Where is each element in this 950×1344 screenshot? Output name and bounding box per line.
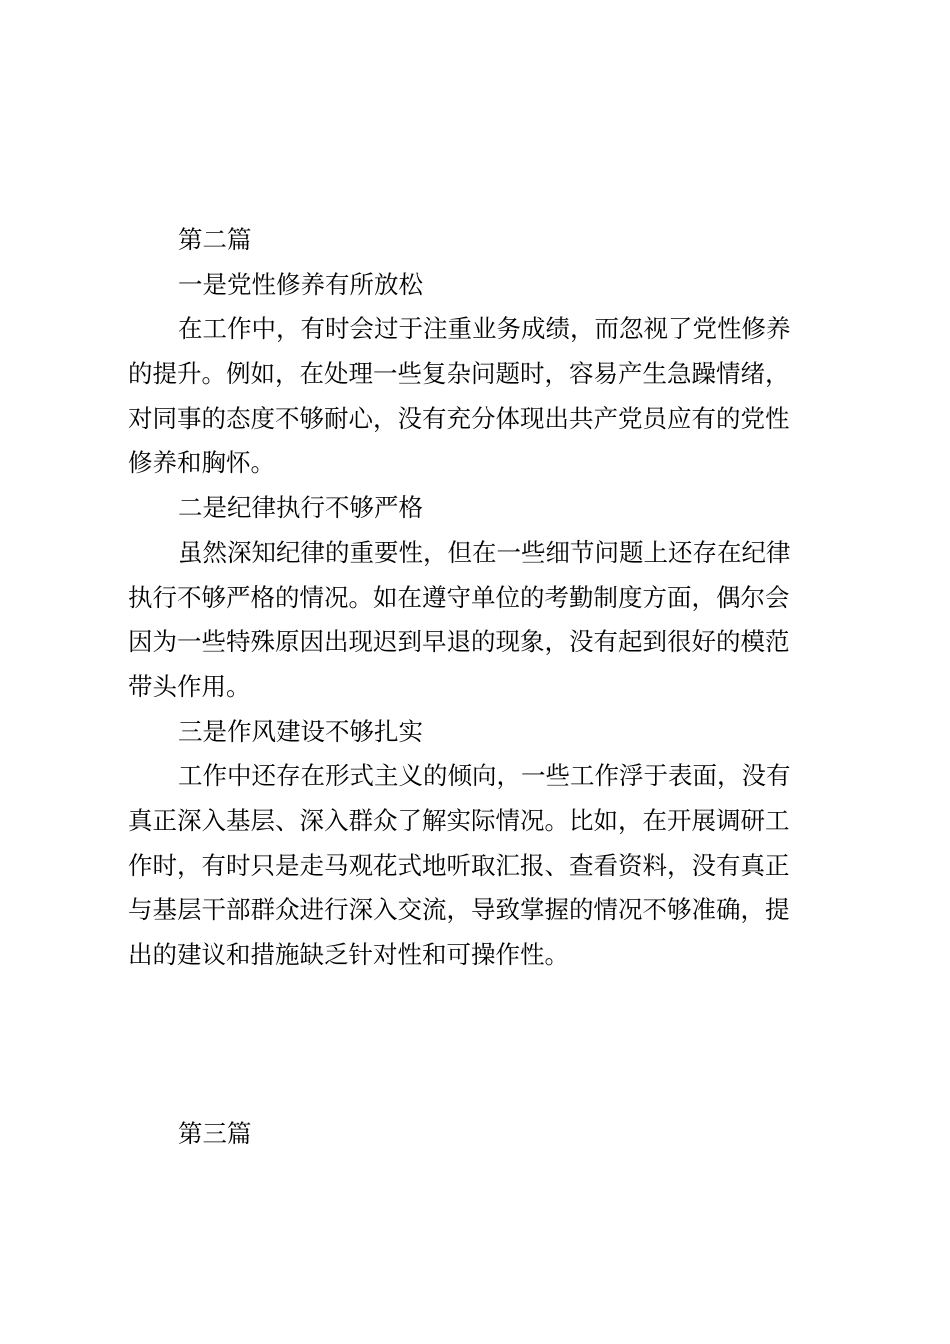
- section1-line-3: 对同事的态度不够耐心，没有充分体现出共产党员应有的党性: [128, 403, 790, 433]
- section1-line-4: 修养和胸怀。: [128, 448, 275, 478]
- section2-line-4: 带头作用。: [128, 671, 251, 701]
- section3-line-2: 真正深入基层、深入群众了解实际情况。比如，在开展调研工: [128, 805, 790, 835]
- section-spacer: [128, 978, 818, 1112]
- section1-line-1: 在工作中，有时会过于注重业务成绩，而忽视了党性修养: [178, 314, 791, 344]
- section3-line-4: 与基层干部群众进行深入交流，导致掌握的情况不够准确，提: [128, 895, 790, 925]
- part3-heading: 第三篇: [178, 1118, 252, 1148]
- section3-line-5: 出的建议和措施缺乏针对性和可操作性。: [128, 940, 569, 969]
- section3-line-3: 作时，有时只是走马观花式地听取汇报、查看资料，没有真正: [128, 850, 790, 880]
- section2-line-3: 因为一些特殊原因出现迟到早退的现象，没有起到很好的模范: [128, 627, 790, 657]
- section1-line-2: 的提升。例如，在处理一些复杂问题时，容易产生急躁情绪，: [128, 359, 790, 389]
- document-body: [128, 218, 818, 1156]
- section2-line-2: 执行不够严格的情况。如在遵守单位的考勤制度方面，偶尔会: [128, 582, 790, 612]
- section3-heading: 三是作风建设不够扎实: [178, 716, 423, 746]
- section2-line-1: 虽然深知纪律的重要性，但在一些细节问题上还存在纪律: [178, 537, 791, 567]
- section2-heading: 二是纪律执行不够严格: [178, 493, 423, 523]
- section1-heading: 一是党性修养有所放松: [178, 269, 423, 299]
- section3-line-1: 工作中还存在形式主义的倾向，一些工作浮于表面，没有: [178, 761, 791, 791]
- part2-heading: 第二篇: [178, 225, 252, 254]
